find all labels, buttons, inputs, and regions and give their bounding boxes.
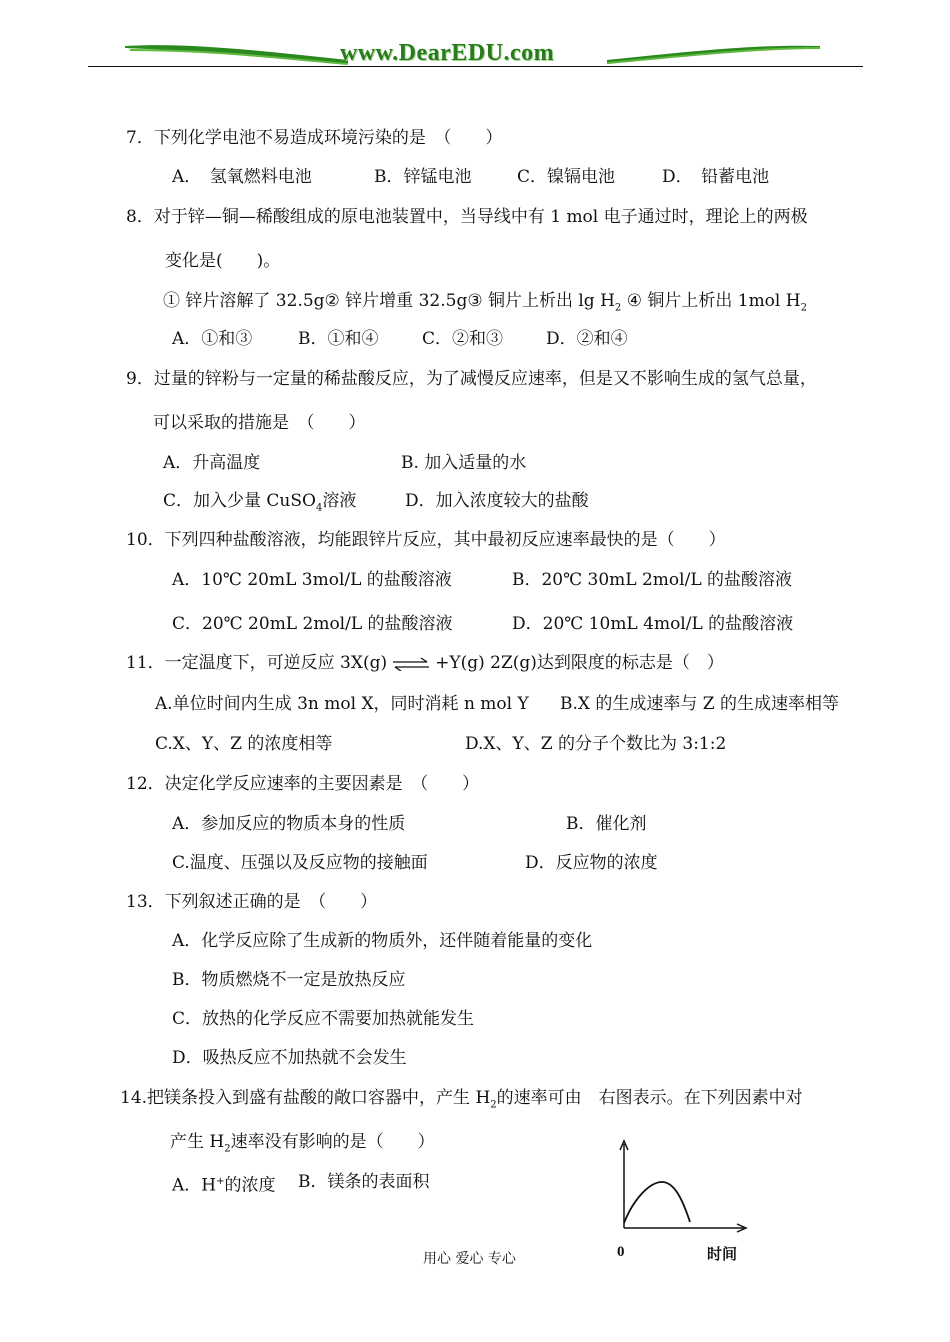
q12-option-d: D．反应物的浓度 [525, 853, 658, 873]
q10-stem: 10．下列四种盐酸溶液，均能跟锌片反应，其中最初反应速率最快的是（ ） [126, 530, 726, 550]
q10-option-c: C．20℃ 20mL 2mol/L 的盐酸溶液 [172, 614, 453, 634]
q11-option-d: D.X、Y、Z 的分子个数比为 3:1:2 [465, 734, 727, 754]
q14-option-b: B．镁条的表面积 [298, 1172, 430, 1192]
q10-option-a: A．10℃ 20mL 3mol/L 的盐酸溶液 [172, 570, 452, 590]
q9-option-a: A．升高温度 [163, 453, 261, 473]
q7-option-b: B．锌锰电池 [374, 167, 472, 187]
q14-option-a: A．H+的浓度 [172, 1175, 276, 1196]
q10-option-b: B．20℃ 30mL 2mol/L 的盐酸溶液 [512, 570, 793, 590]
q8-option-a: A．①和③ [172, 329, 253, 349]
rate-time-graph [610, 1138, 750, 1234]
header-rule [88, 66, 863, 67]
q8-stem: 8．对于锌—铜—稀酸组成的原电池装置中，当导线中有 1 mol 电子通过时，理论上的两极 [126, 207, 808, 227]
green-swoosh-right [605, 38, 825, 68]
q14-stem-line2: 产生 $H_2$速率没有影响的是（ ） [170, 1132, 435, 1155]
q9-stem-line2: 可以采取的措施是 （ ） [153, 413, 366, 433]
q11-option-a: A.单位时间内生成 3n mol X，同时消耗 n mol Y [155, 694, 529, 714]
q13-option-d: D．吸热反应不加热就不会发生 [172, 1048, 407, 1068]
q11-stem: 11．一定温度下，可逆反应 3X(g) +Y(g) 2Z(g)达到限度的标志是（ ） [126, 653, 724, 673]
q9-option-d: D．加入浓度较大的盐酸 [405, 491, 589, 511]
site-logo-text: www.DearEDU.com [340, 40, 555, 66]
q8-choices: ① 锌片溶解了 32.5g② 锌片增重 32.5g③ 铜片上析出 $\lg H_2$ ④ 铜片上析出 1mol $H_2$ [163, 291, 807, 314]
q12-stem: 12．决定化学反应速率的主要因素是 （ ） [126, 774, 480, 794]
footer-text: 用心 爱心 专心 [423, 1251, 516, 1267]
q8-stem-line2: 变化是( )。 [165, 251, 281, 271]
q7-option-a: A． 氢氧燃料电池 [172, 167, 312, 187]
q9-stem: 9．过量的锌粉与一定量的稀盐酸反应，为了减慢反应速率，但是又不影响生成的氢气总量， [126, 369, 817, 389]
q12-option-b: B．催化剂 [566, 814, 647, 834]
q12-option-c: C.温度、压强以及反应物的接触面 [172, 853, 428, 873]
q7-option-c: C．镍镉电池 [517, 167, 616, 187]
q13-option-c: C．放热的化学反应不需要加热就能发生 [172, 1009, 475, 1029]
q14-stem: 14.把镁条投入到盛有盐酸的敞口容器中，产生 $H_2$的速率可由 右图表示。在下列因素中对 [120, 1088, 803, 1111]
equilibrium-arrows-icon [389, 657, 433, 671]
q12-option-a: A．参加反应的物质本身的性质 [172, 814, 406, 834]
q8-option-c: C．②和③ [422, 329, 504, 349]
q10-option-d: D．20℃ 10mL 4mol/L 的盐酸溶液 [512, 614, 794, 634]
q13-option-b: B．物质燃烧不一定是放热反应 [172, 970, 406, 990]
graph-rate-curve [624, 1182, 690, 1223]
q13-stem: 13．下列叙述正确的是 （ ） [126, 892, 378, 912]
q11-option-c: C.X、Y、Z 的浓度相等 [155, 734, 333, 754]
q7-stem: 7．下列化学电池不易造成环境污染的是 （ ） [126, 128, 503, 148]
q7-option-d: D． 铅蓄电池 [662, 167, 770, 187]
graph-origin-label: 0 [617, 1244, 625, 1260]
q13-option-a: A．化学反应除了生成新的物质外，还伴随着能量的变化 [172, 931, 593, 951]
q9-option-b: B. 加入适量的水 [401, 453, 527, 473]
q9-option-c: C．加入少量 CuSO$_4$溶液 [163, 491, 357, 514]
graph-x-label: 时间 [707, 1245, 738, 1263]
q8-option-b: B．①和④ [298, 329, 379, 349]
q8-option-d: D．②和④ [546, 329, 628, 349]
green-swoosh-left [120, 38, 350, 68]
q11-option-b: B.X 的生成速率与 Z 的生成速率相等 [560, 694, 840, 714]
